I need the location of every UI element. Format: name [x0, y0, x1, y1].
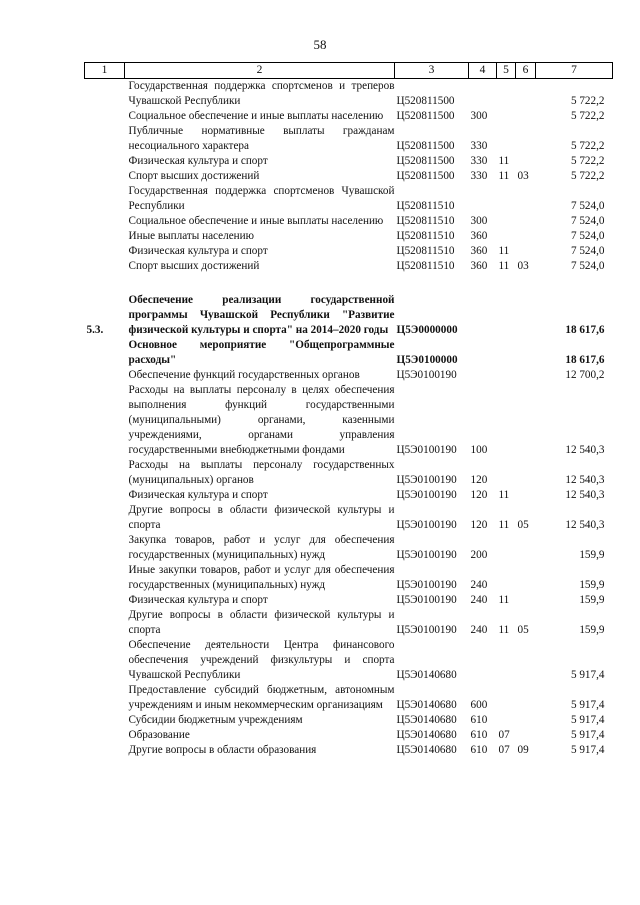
- row-section: [497, 563, 516, 593]
- row-description: Расходы на выплаты персоналу в целях обеспечения выполнения функций государственными (муниципальными) органами, казенными учреждениями, органами управления государственными внебюджетными фондами: [128, 384, 395, 456]
- row-section: [497, 124, 516, 154]
- row-subsection: [516, 533, 536, 563]
- table-row: [85, 593, 613, 608]
- row-section: 07: [498, 744, 510, 756]
- table-row: [85, 728, 613, 743]
- row-number: [85, 593, 125, 608]
- table-row: [85, 563, 613, 593]
- table-row: [85, 683, 613, 713]
- row-target-code: Ц5Э0000000: [396, 324, 458, 336]
- table-row: [85, 533, 613, 563]
- row-description: Физическая культура и спорт: [128, 245, 268, 257]
- row-amount: 12 700,2: [565, 369, 605, 381]
- table-row: [85, 154, 613, 169]
- table-row: [85, 214, 613, 229]
- row-target-code: Ц5Э0100190: [396, 579, 457, 591]
- header-col-5: 5: [497, 63, 516, 79]
- row-target-code: Ц5Э0100000: [396, 354, 458, 366]
- row-amount: 7 524,0: [570, 230, 605, 242]
- row-amount: 12 540,3: [565, 489, 605, 501]
- row-description: Спорт высших достижений: [128, 170, 260, 182]
- table-row: [85, 293, 613, 338]
- table-row: [85, 169, 613, 184]
- row-number: [85, 608, 125, 638]
- row-target-code: Ц5Э0100190: [396, 549, 457, 561]
- row-number: [85, 728, 125, 743]
- row-amount: 7 524,0: [570, 260, 605, 272]
- row-target-code: Ц520811500: [396, 155, 455, 167]
- row-section: [497, 533, 516, 563]
- header-col-7: 7: [536, 63, 613, 79]
- row-target-code: Ц520811500: [396, 170, 455, 182]
- row-spacer-cell: [85, 274, 613, 293]
- table-header: [85, 63, 613, 79]
- row-target-code: Ц5Э0140680: [396, 714, 457, 726]
- row-amount: 7 524,0: [570, 245, 605, 257]
- row-amount: 159,9: [579, 594, 605, 606]
- row-amount: 5 917,4: [570, 729, 605, 741]
- row-description: Образование: [128, 729, 190, 741]
- row-expense-type: 610: [470, 729, 488, 741]
- row-description: Другие вопросы в области образования: [128, 744, 317, 756]
- row-description: Обеспечение деятельности Центра финансового обеспечения учреждений физкультуры и спорта Чувашской Республики: [128, 639, 395, 681]
- row-target-code: Ц5Э0140680: [396, 729, 457, 741]
- row-target-code: Ц520811510: [396, 245, 455, 257]
- row-expense-type: 240: [470, 594, 488, 606]
- row-description: Физическая культура и спорт: [128, 489, 268, 501]
- row-description: Государственная поддержка спортсменов Чувашской Республики: [128, 185, 395, 212]
- row-target-code: Ц5Э0140680: [396, 744, 457, 756]
- table-row: [85, 743, 613, 758]
- row-description: Публичные нормативные выплаты гражданам несоциального характера: [128, 125, 395, 152]
- row-target-code: Ц5Э0100190: [396, 489, 457, 501]
- row-expense-type: 300: [470, 110, 488, 122]
- row-number: [85, 368, 125, 383]
- row-description: Расходы на выплаты персоналу государственных (муниципальных) органов: [128, 459, 395, 486]
- row-expense-type: 360: [470, 230, 488, 242]
- row-expense-type: 100: [470, 444, 488, 456]
- row-expense-type: 600: [470, 699, 488, 711]
- row-number: [85, 229, 125, 244]
- row-target-code: Ц520811510: [396, 260, 455, 272]
- row-number: [85, 563, 125, 593]
- row-expense-type: [469, 293, 497, 338]
- row-amount: 5 722,2: [570, 170, 605, 182]
- row-target-code: Ц520811510: [396, 215, 455, 227]
- row-target-code: Ц5Э0100190: [396, 594, 457, 606]
- row-description: Государственная поддержка спортсменов и треперов Чувашской Республики: [128, 80, 395, 107]
- row-amount: 5 722,2: [570, 95, 605, 107]
- row-number: [85, 259, 125, 274]
- row-target-code: Ц520811510: [396, 200, 455, 212]
- budget-table: [84, 62, 613, 758]
- row-section: [497, 338, 516, 368]
- row-amount: 5 722,2: [570, 140, 605, 152]
- table-row: [85, 503, 613, 533]
- row-target-code: Ц5Э0100190: [396, 624, 457, 636]
- row-subsection: [516, 124, 536, 154]
- row-subsection: [516, 229, 536, 244]
- row-subsection: [516, 184, 536, 214]
- row-amount: 18 617,6: [565, 354, 605, 366]
- row-expense-type: 360: [470, 260, 488, 272]
- table-row: [85, 244, 613, 259]
- row-subsection: [516, 638, 536, 683]
- row-description: Предоставление субсидий бюджетным, автономным учреждениям и иным некоммерческим организациям: [128, 684, 395, 711]
- row-number: [85, 244, 125, 259]
- row-expense-type: 330: [470, 155, 488, 167]
- row-section: 11: [498, 170, 510, 182]
- row-description: Иные выплаты населению: [128, 230, 254, 242]
- table-body: [85, 79, 613, 759]
- table-row: [85, 79, 613, 110]
- table-row: [85, 608, 613, 638]
- row-expense-type: 610: [470, 744, 488, 756]
- row-target-code: Ц520811500: [396, 95, 455, 107]
- row-amount: 12 540,3: [565, 519, 605, 531]
- row-expense-type: 240: [470, 624, 488, 636]
- row-section: [497, 229, 516, 244]
- row-amount: 12 540,3: [565, 444, 605, 456]
- row-description: Физическая культура и спорт: [128, 594, 268, 606]
- row-section: [497, 184, 516, 214]
- row-section: [497, 713, 516, 728]
- row-section: [497, 109, 516, 124]
- row-description: Спорт высших достижений: [128, 260, 260, 272]
- row-expense-type: 330: [470, 170, 488, 182]
- row-amount: 159,9: [579, 579, 605, 591]
- table-row: [85, 383, 613, 458]
- header-col-3: 3: [395, 63, 469, 79]
- row-subsection: 03: [517, 170, 529, 182]
- row-amount: 12 540,3: [565, 474, 605, 486]
- row-subsection: [516, 293, 536, 338]
- page-number: 58: [313, 37, 327, 52]
- row-target-code: Ц5Э0100190: [396, 444, 457, 456]
- row-description: Основное мероприятие "Общепрограммные расходы": [128, 339, 395, 366]
- row-amount: 5 917,4: [570, 699, 605, 711]
- row-section: [497, 383, 516, 458]
- table-row: [85, 488, 613, 503]
- row-subsection: [516, 214, 536, 229]
- row-subsection: 09: [517, 744, 529, 756]
- row-description: Социальное обеспечение и иные выплаты населению: [128, 215, 384, 227]
- row-amount: 5 722,2: [570, 110, 605, 122]
- row-expense-type: [469, 79, 497, 110]
- table-row: [85, 638, 613, 683]
- row-number: [85, 638, 125, 683]
- row-target-code: Ц5Э0100190: [396, 369, 457, 381]
- row-expense-type: [469, 368, 497, 383]
- row-subsection: 03: [517, 260, 529, 272]
- row-description: Субсидии бюджетным учреждениям: [128, 714, 303, 726]
- row-target-code: Ц5Э0140680: [396, 699, 457, 711]
- row-amount: 159,9: [579, 624, 605, 636]
- row-expense-type: 200: [470, 549, 488, 561]
- row-subsection: [516, 383, 536, 458]
- row-target-code: Ц5Э0100190: [396, 519, 457, 531]
- row-number: [85, 488, 125, 503]
- row-amount: 7 524,0: [570, 200, 605, 212]
- row-section: 11: [498, 519, 510, 531]
- row-section: 11: [498, 245, 510, 257]
- row-section: 11: [498, 489, 510, 501]
- header-col-6: 6: [516, 63, 536, 79]
- table-row: [85, 109, 613, 124]
- row-number: [85, 533, 125, 563]
- row-section: [497, 683, 516, 713]
- row-subsection: 05: [517, 624, 529, 636]
- row-description: Физическая культура и спорт: [128, 155, 268, 167]
- row-section: 11: [498, 594, 510, 606]
- row-expense-type: [469, 638, 497, 683]
- row-expense-type: 120: [470, 474, 488, 486]
- row-number: [85, 169, 125, 184]
- row-number: [85, 338, 125, 368]
- row-section: 07: [498, 729, 510, 741]
- table-row: [85, 713, 613, 728]
- row-number: [85, 184, 125, 214]
- row-subsection: [516, 488, 536, 503]
- row-subsection: [516, 728, 536, 743]
- row-subsection: [516, 683, 536, 713]
- table-row: [85, 338, 613, 368]
- row-section: 11: [498, 624, 510, 636]
- row-number: [85, 154, 125, 169]
- row-subsection: [516, 79, 536, 110]
- header-row: [85, 63, 613, 79]
- row-subsection: [516, 368, 536, 383]
- row-subsection: [516, 593, 536, 608]
- row-target-code: Ц520811500: [396, 140, 455, 152]
- row-number: [85, 458, 125, 488]
- header-col-4: 4: [469, 63, 497, 79]
- header-col-2: 2: [125, 63, 395, 79]
- row-expense-type: 120: [470, 519, 488, 531]
- row-section: [497, 638, 516, 683]
- row-description: Закупка товаров, работ и услуг для обеспечения государственных (муниципальных) нужд: [128, 534, 395, 561]
- row-expense-type: 300: [470, 215, 488, 227]
- row-section: [497, 79, 516, 110]
- row-section: 11: [498, 260, 510, 272]
- row-number: [85, 713, 125, 728]
- row-expense-type: 240: [470, 579, 488, 591]
- row-expense-type: 610: [470, 714, 488, 726]
- row-number: [85, 383, 125, 458]
- row-target-code: Ц5Э0140680: [396, 669, 457, 681]
- row-section: 11: [498, 155, 510, 167]
- row-amount: 5 917,4: [570, 714, 605, 726]
- row-subsection: 05: [517, 519, 529, 531]
- row-number: [85, 214, 125, 229]
- row-subsection: [516, 713, 536, 728]
- row-subsection: [516, 458, 536, 488]
- row-expense-type: [469, 184, 497, 214]
- row-target-code: Ц520811510: [396, 230, 455, 242]
- row-section: [497, 214, 516, 229]
- row-amount: 159,9: [579, 549, 605, 561]
- row-number: [85, 79, 125, 110]
- row-subsection: [516, 338, 536, 368]
- row-target-code: Ц520811500: [396, 110, 455, 122]
- row-amount: 5 917,4: [570, 669, 605, 681]
- row-number: 5.3.: [86, 324, 104, 336]
- row-number: [85, 124, 125, 154]
- row-expense-type: 360: [470, 245, 488, 257]
- row-section: [497, 368, 516, 383]
- row-expense-type: 120: [470, 489, 488, 501]
- row-subsection: [516, 563, 536, 593]
- row-target-code: Ц5Э0100190: [396, 474, 457, 486]
- table-row: [85, 368, 613, 383]
- row-number: [85, 109, 125, 124]
- row-amount: 18 617,6: [565, 324, 605, 336]
- row-subsection: [516, 154, 536, 169]
- row-number: [85, 683, 125, 713]
- row-description: Иные закупки товаров, работ и услуг для обеспечения государственных (муниципальных) нужд: [128, 564, 395, 591]
- table-row: [85, 458, 613, 488]
- row-amount: 5 722,2: [570, 155, 605, 167]
- row-section: [497, 458, 516, 488]
- row-subsection: [516, 244, 536, 259]
- row-number: [85, 743, 125, 758]
- row-amount: 5 917,4: [570, 744, 605, 756]
- row-expense-type: 330: [470, 140, 488, 152]
- row-spacer: [85, 274, 613, 293]
- table-row: [85, 259, 613, 274]
- table-row: [85, 229, 613, 244]
- table-row: [85, 184, 613, 214]
- row-expense-type: [469, 338, 497, 368]
- row-number: [85, 503, 125, 533]
- table-row: [85, 124, 613, 154]
- row-description: Обеспечение функций государственных органов: [128, 369, 360, 381]
- row-description: Другие вопросы в области физической культуры и спорта: [128, 609, 395, 636]
- row-subsection: [516, 109, 536, 124]
- row-description: Другие вопросы в области физической культуры и спорта: [128, 504, 395, 531]
- header-col-1: 1: [85, 63, 125, 79]
- row-amount: 7 524,0: [570, 215, 605, 227]
- row-description: Социальное обеспечение и иные выплаты населению: [128, 110, 384, 122]
- row-section: [497, 293, 516, 338]
- row-description: Обеспечение реализации государственной программы Чувашской Республики "Развитие физической культуры и спорта" на 2014–2020 годы: [128, 294, 395, 336]
